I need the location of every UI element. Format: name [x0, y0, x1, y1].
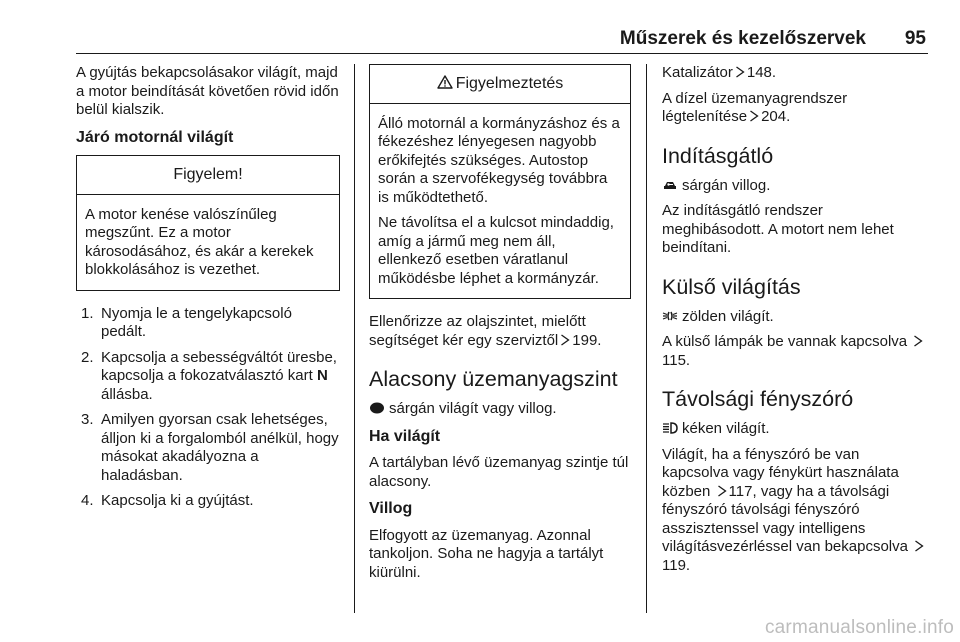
- intro-text: A gyújtás bekapcsolásakor világít, majd a motor beindítását követően rövid időn belül kialszik.: [76, 64, 339, 118]
- running-heading: Járó motornál világít: [76, 128, 234, 146]
- fuel-indicator-icon: [369, 402, 385, 414]
- list-item: 1. Nyomja le a tengelykapcsoló pedált.: [81, 304, 292, 340]
- oil-check-text: Ellenőrizze az olajszintet, mielőtt segítséget kér egy szerviztől 199.: [369, 313, 602, 349]
- high-beam-text: Világít, ha a fényszóró be van kapcsolva vagy fénykürt használata közben 117, vagy ha a távolsági fényszóró távolsági fényszóró asszisztenssel vagy intelligens világításvezérléssel van bekapcsolva 119.: [662, 446, 928, 576]
- low-fuel-heading: Alacsony üzemanyagszint: [369, 367, 618, 391]
- catalyst-text: Katalizátor 148.: [662, 64, 777, 81]
- high-beam-heading: Távolsági fényszóró: [662, 387, 854, 411]
- column-divider: [354, 64, 355, 613]
- list-item: 2. Kapcsolja a sebességváltót üresbe, kapcsolja a fokozatválasztó kart N állásba.: [81, 348, 337, 403]
- ext-light-heading: Külső világítás: [662, 274, 801, 299]
- warning-text: Álló motornál a kormányzáshoz és a fékezéshez lényegesen nagyobb erőkifejtés szükséges. Autostop során a szervofékegység továbbra is működtethető.: [378, 114, 620, 206]
- immobiliser-text: Az indításgátló rendszer meghibásodott. A motort nem lehet beindítani.: [662, 202, 894, 256]
- caution-title: Figyelem!: [77, 156, 339, 195]
- flash-text: Elfogyott az üzemanyag. Azonnal tankoljon. Soha ne hagyja a tartályt kiürülni.: [369, 526, 604, 581]
- lit-text: A tartályban lévő üzemanyag szintje túl alacsony.: [369, 454, 629, 490]
- gear-letter: N: [316, 367, 328, 384]
- warning-triangle-icon: [437, 75, 453, 89]
- exterior-light-icon: [662, 310, 678, 322]
- diesel-text: A dízel üzemanyagrendszer légtelenítése 204.: [662, 89, 848, 125]
- ext-light-text: A külső lámpák be vannak kapcsolva 115.: [662, 333, 928, 370]
- high-beam-status: kéken világít.: [662, 420, 928, 439]
- column-middle: [369, 64, 631, 589]
- warning-title: Figyelmeztetés: [455, 75, 564, 92]
- ext-light-status: zölden világít.: [662, 308, 928, 327]
- immobiliser-car-key-icon: [662, 179, 678, 191]
- page-reference-icon: [749, 110, 759, 122]
- caution-text: A motor kenése valószínűleg megszűnt. Ez a motor károsodásához, és akár a kerekek blokkolásához is vezethet.: [85, 205, 314, 278]
- low-fuel-status: sárgán világít vagy villog.: [369, 400, 631, 419]
- page-reference-icon: [914, 540, 924, 552]
- caution-box: [76, 155, 340, 291]
- lit-heading: Ha világít: [369, 427, 441, 445]
- page-reference-icon: [560, 334, 570, 346]
- high-beam-icon: [662, 422, 678, 434]
- page-reference-icon: [735, 66, 745, 78]
- immobiliser-status: sárgán villog.: [662, 177, 928, 196]
- page-number: 95: [904, 28, 926, 49]
- steps-list: [76, 305, 340, 511]
- flash-heading: Villog: [369, 500, 413, 517]
- column-left: [76, 64, 340, 518]
- column-divider: [646, 64, 647, 613]
- warning-header: [370, 65, 630, 104]
- page-reference-icon: [913, 335, 923, 347]
- list-item: 4. Kapcsolja ki a gyújtást.: [81, 492, 254, 509]
- page-header: [76, 0, 928, 54]
- watermark: carmanualsonline.info: [764, 617, 954, 638]
- warning-box: [369, 64, 631, 299]
- section-title: Műszerek és kezelőszervek: [619, 28, 866, 49]
- list-item: 3. Amilyen gyorsan csak lehetséges, álljon ki a forgalomból anélkül, hogy másokat akadályozna a haladásban.: [81, 411, 339, 484]
- page-reference-icon: [717, 485, 727, 497]
- warning-text: Ne távolítsa el a kulcsot mindaddig, amíg a jármű meg nem áll, ellenkező esetben váratlanul működésbe léphet a kormányzár.: [378, 214, 614, 287]
- immobiliser-heading: Indításgátló: [662, 143, 774, 168]
- column-right: [662, 64, 928, 582]
- page-ref: 199.: [572, 331, 602, 349]
